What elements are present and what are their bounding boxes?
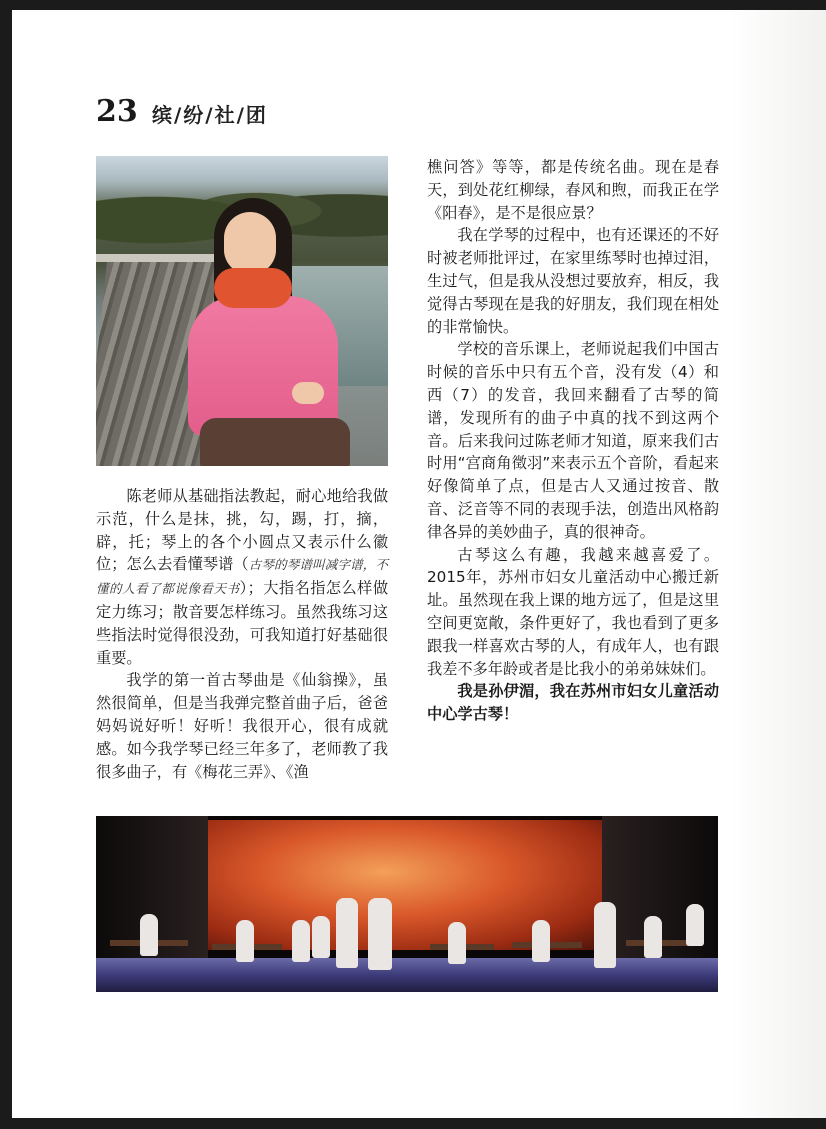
article-left-column	[96, 485, 388, 783]
paragraph-five-notes: 学校的音乐课上，老师说起我们中国古时候的音乐中只有五个音，没有发（4）和西（7）的发音，我回来翻看了古琴的简谱，发现所有的曲子中真的找不到这两个音。后来我问过陈老师才知道，原来我们古时用“宫商角徵羽”来表示五个音阶，看起来好像简单了点，但是古人又通过按音、散音、泛音等不同的表现手法，创造出风格韵律各异的美妙曲子，真的很神奇。	[427, 340, 719, 541]
paragraph-first-piece: 我学的第一首古琴曲是《仙翁操》，虽然很简单，但是当我弹完整首曲子后，爸爸妈妈说好听！好听！我很开心，很有成就感。如今我学琴已经三年多了，老师教了我很多曲子，有《梅花三弄》、《渔	[96, 671, 388, 781]
photo-deck-rail	[96, 254, 216, 262]
stage-floor	[96, 958, 718, 992]
paragraph-learning-process: 我在学琴的过程中，也有还课还的不好时被老师批评过，在家里练琴时也掉过泪，生过气，但是我从没想过要放弃，相反，我觉得古琴现在是我的好朋友，我们现在相处的非常愉快。	[427, 226, 719, 336]
performer	[686, 904, 704, 946]
performer	[312, 916, 330, 958]
article-right-column	[427, 156, 719, 726]
photo-girl-pink-jacket	[188, 296, 338, 436]
page-number: 23	[96, 94, 138, 129]
qin-notation-note: 古琴的琴谱叫减字谱，不懂的人看了都说像看天书	[96, 557, 389, 597]
performer	[236, 920, 254, 962]
closing-statement: 我是孙伊湄，我在苏州市妇女儿童活动中心学古琴！	[427, 682, 719, 724]
section-title: 缤/纷/社/团	[152, 103, 268, 127]
photo-guqin-stage-performance	[96, 816, 718, 992]
paragraph-continued: 樵问答》等等，都是传统名曲。现在是春天，到处花红柳绿，春风和煦，而我正在学《阳春》，是不是很应景？	[427, 158, 719, 222]
photo-girl-by-lake	[96, 156, 388, 466]
performer	[532, 920, 550, 962]
performer	[644, 916, 662, 958]
photo-girl-pants	[200, 418, 350, 466]
paragraph-fingering-part1: 陈老师从基础指法教起，耐心地给我做示范，什么是抹，挑，勾，踢，打，摘，辟，托；琴上的各个小圆点又表示什么徽位；怎么去看懂琴谱（	[96, 487, 388, 574]
page-edge-shade	[730, 10, 826, 1118]
performer	[140, 914, 158, 956]
performer	[336, 898, 358, 968]
performer	[594, 902, 616, 968]
performer	[368, 898, 392, 970]
photo-girl-scarf	[214, 268, 292, 308]
photo-girl-face	[224, 212, 276, 274]
performer	[292, 920, 310, 962]
paragraph-fingering-part2: ）；大指名指怎么样做定力练习；散音要怎样练习。虽然我练习这些指法时觉得很没劲，可我知道打好基础很重要。	[96, 579, 389, 667]
paragraph-fingering	[96, 485, 388, 669]
photo-girl-hand	[292, 382, 324, 404]
performer	[448, 922, 466, 964]
paragraph-new-site: 古琴这么有趣，我越来越喜爱了。2015年，苏州市妇女儿童活动中心搬迁新址。虽然现在我上课的地方远了，但是这里空间更宽敞，条件更好了，我也看到了更多跟我一样喜欢古琴的人，有成年人，也有跟我差不多年龄或者是比我小的弟弟妹妹们。	[427, 545, 719, 678]
